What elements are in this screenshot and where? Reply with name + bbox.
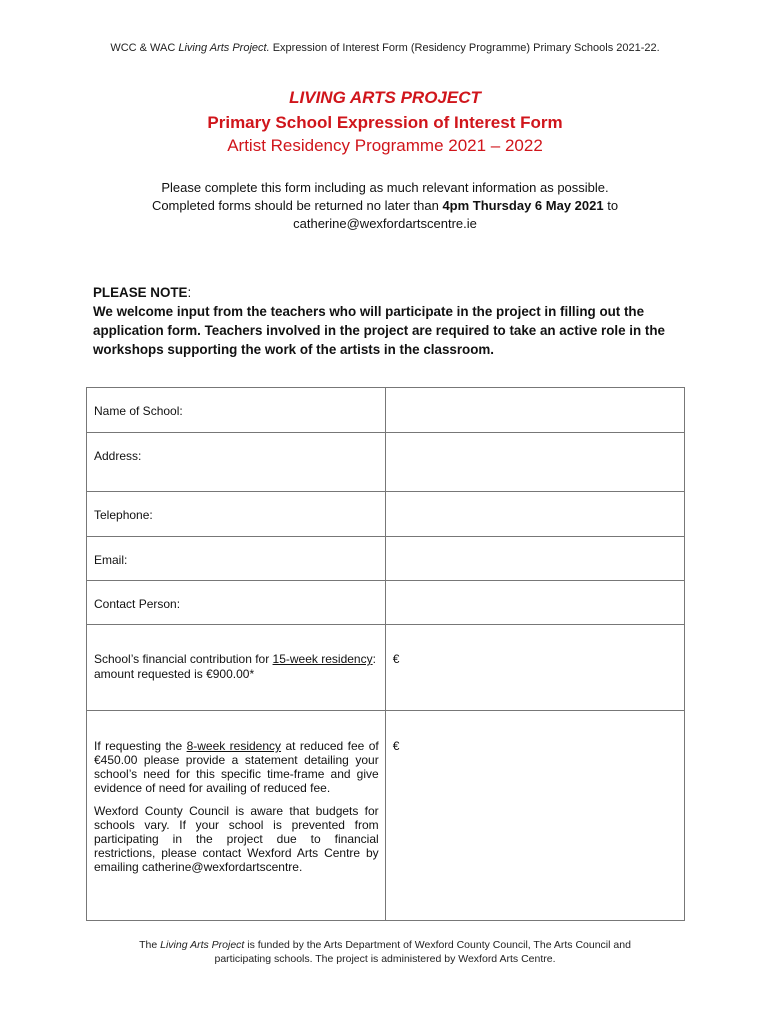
intro-line-2: [0, 197, 770, 215]
contact-person-label-cell: [87, 581, 386, 625]
contact-person-field[interactable]: [385, 581, 684, 625]
email-label-cell: [87, 537, 386, 581]
reduced-fee-statement: [87, 711, 385, 795]
header-suffix: Expression of Interest Form (Residency Programme) Primary Schools 2021-22.: [269, 42, 660, 54]
contribution-label-cell: [87, 625, 386, 711]
please-note-label: [93, 283, 683, 302]
telephone-field[interactable]: [385, 492, 684, 537]
header-project-name: Living Arts Project.: [178, 42, 270, 54]
please-note: [93, 283, 683, 359]
footer-project-name: Living Arts Project: [160, 939, 245, 951]
fifteen-week-residency-link: 15-week residency: [272, 652, 373, 666]
address-label: Address:: [94, 449, 142, 463]
table-row: [87, 581, 685, 625]
intro-instructions: [0, 179, 770, 233]
table-row: [87, 711, 685, 921]
intro-deadline-post: to: [603, 198, 619, 213]
name-of-school-label-cell: [87, 388, 386, 433]
contribution-text-post: : amount requested is €900.00*: [94, 652, 376, 681]
please-note-colon: :: [187, 285, 192, 300]
address-field[interactable]: [385, 433, 684, 492]
table-row: [87, 625, 685, 711]
reduced-fee-amount-field[interactable]: [385, 711, 684, 921]
title-programme: Artist Residency Programme 2021 – 2022: [227, 136, 543, 155]
footer-line-1-post: is funded by the Arts Department of Wexford County Council, The Arts Council and: [244, 939, 631, 951]
euro-symbol: €: [392, 652, 400, 666]
reduced-fee-label-cell: [87, 711, 386, 921]
intro-line-1: Please complete this form including as much relevant information as possible.: [161, 180, 609, 195]
table-row: [87, 433, 685, 492]
intro-email: catherine@wexfordartscentre.ie: [293, 216, 477, 231]
email-field[interactable]: [385, 537, 684, 581]
title-project: LIVING ARTS PROJECT: [289, 88, 481, 107]
contribution-amount-field[interactable]: [385, 625, 684, 711]
name-of-school-field[interactable]: [385, 388, 684, 433]
reduced-fee-text-post: at reduced fee of €450.00 please provide a statement detailing your school’s need for this specific time-frame and give evidence of need for availing of reduced fee.: [94, 739, 379, 795]
contribution-label: [87, 625, 385, 682]
footer-pre: The: [139, 939, 161, 951]
please-note-text: We welcome input from the teachers who will participate in the project in filling out the application form. Teachers involved in the project are required to take an active role in the workshops supporting the work of the artists in the classroom.: [93, 304, 665, 357]
running-header: [0, 42, 770, 54]
funding-footer: [0, 938, 770, 966]
reduced-fee-text-pre: If requesting the: [94, 739, 187, 753]
table-row: [87, 388, 685, 433]
footer-line-2: participating schools. The project is administered by Wexford Arts Centre.: [214, 953, 556, 965]
telephone-label: Telephone:: [94, 508, 153, 522]
intro-deadline-pre: Completed forms should be returned no later than: [151, 198, 443, 213]
budget-note: Wexford County Council is aware that budgets for schools vary. If your school is prevented from participating in the project due to financial restrictions, please contact Wexford Arts Centre by emailing catherine@wexfordartscentre.: [94, 804, 379, 874]
euro-symbol: €: [392, 739, 400, 753]
application-form-table: [86, 387, 685, 921]
name-of-school-label: Name of School:: [94, 404, 183, 418]
footer-line-1: [0, 938, 770, 952]
table-row: [87, 537, 685, 581]
contact-person-label: Contact Person:: [94, 597, 181, 611]
eight-week-residency-link: 8-week residency: [186, 739, 282, 753]
intro-deadline: 4pm Thursday 6 May 2021: [442, 198, 604, 213]
title-form: Primary School Expression of Interest Form: [207, 113, 563, 132]
please-note-heading: PLEASE NOTE: [93, 285, 188, 300]
table-row: [87, 492, 685, 537]
header-prefix: WCC & WAC: [110, 42, 179, 54]
contribution-text-pre: School’s financial contribution for: [94, 652, 273, 666]
telephone-label-cell: [87, 492, 386, 537]
address-label-cell: [87, 433, 386, 492]
email-label: Email:: [94, 553, 128, 567]
